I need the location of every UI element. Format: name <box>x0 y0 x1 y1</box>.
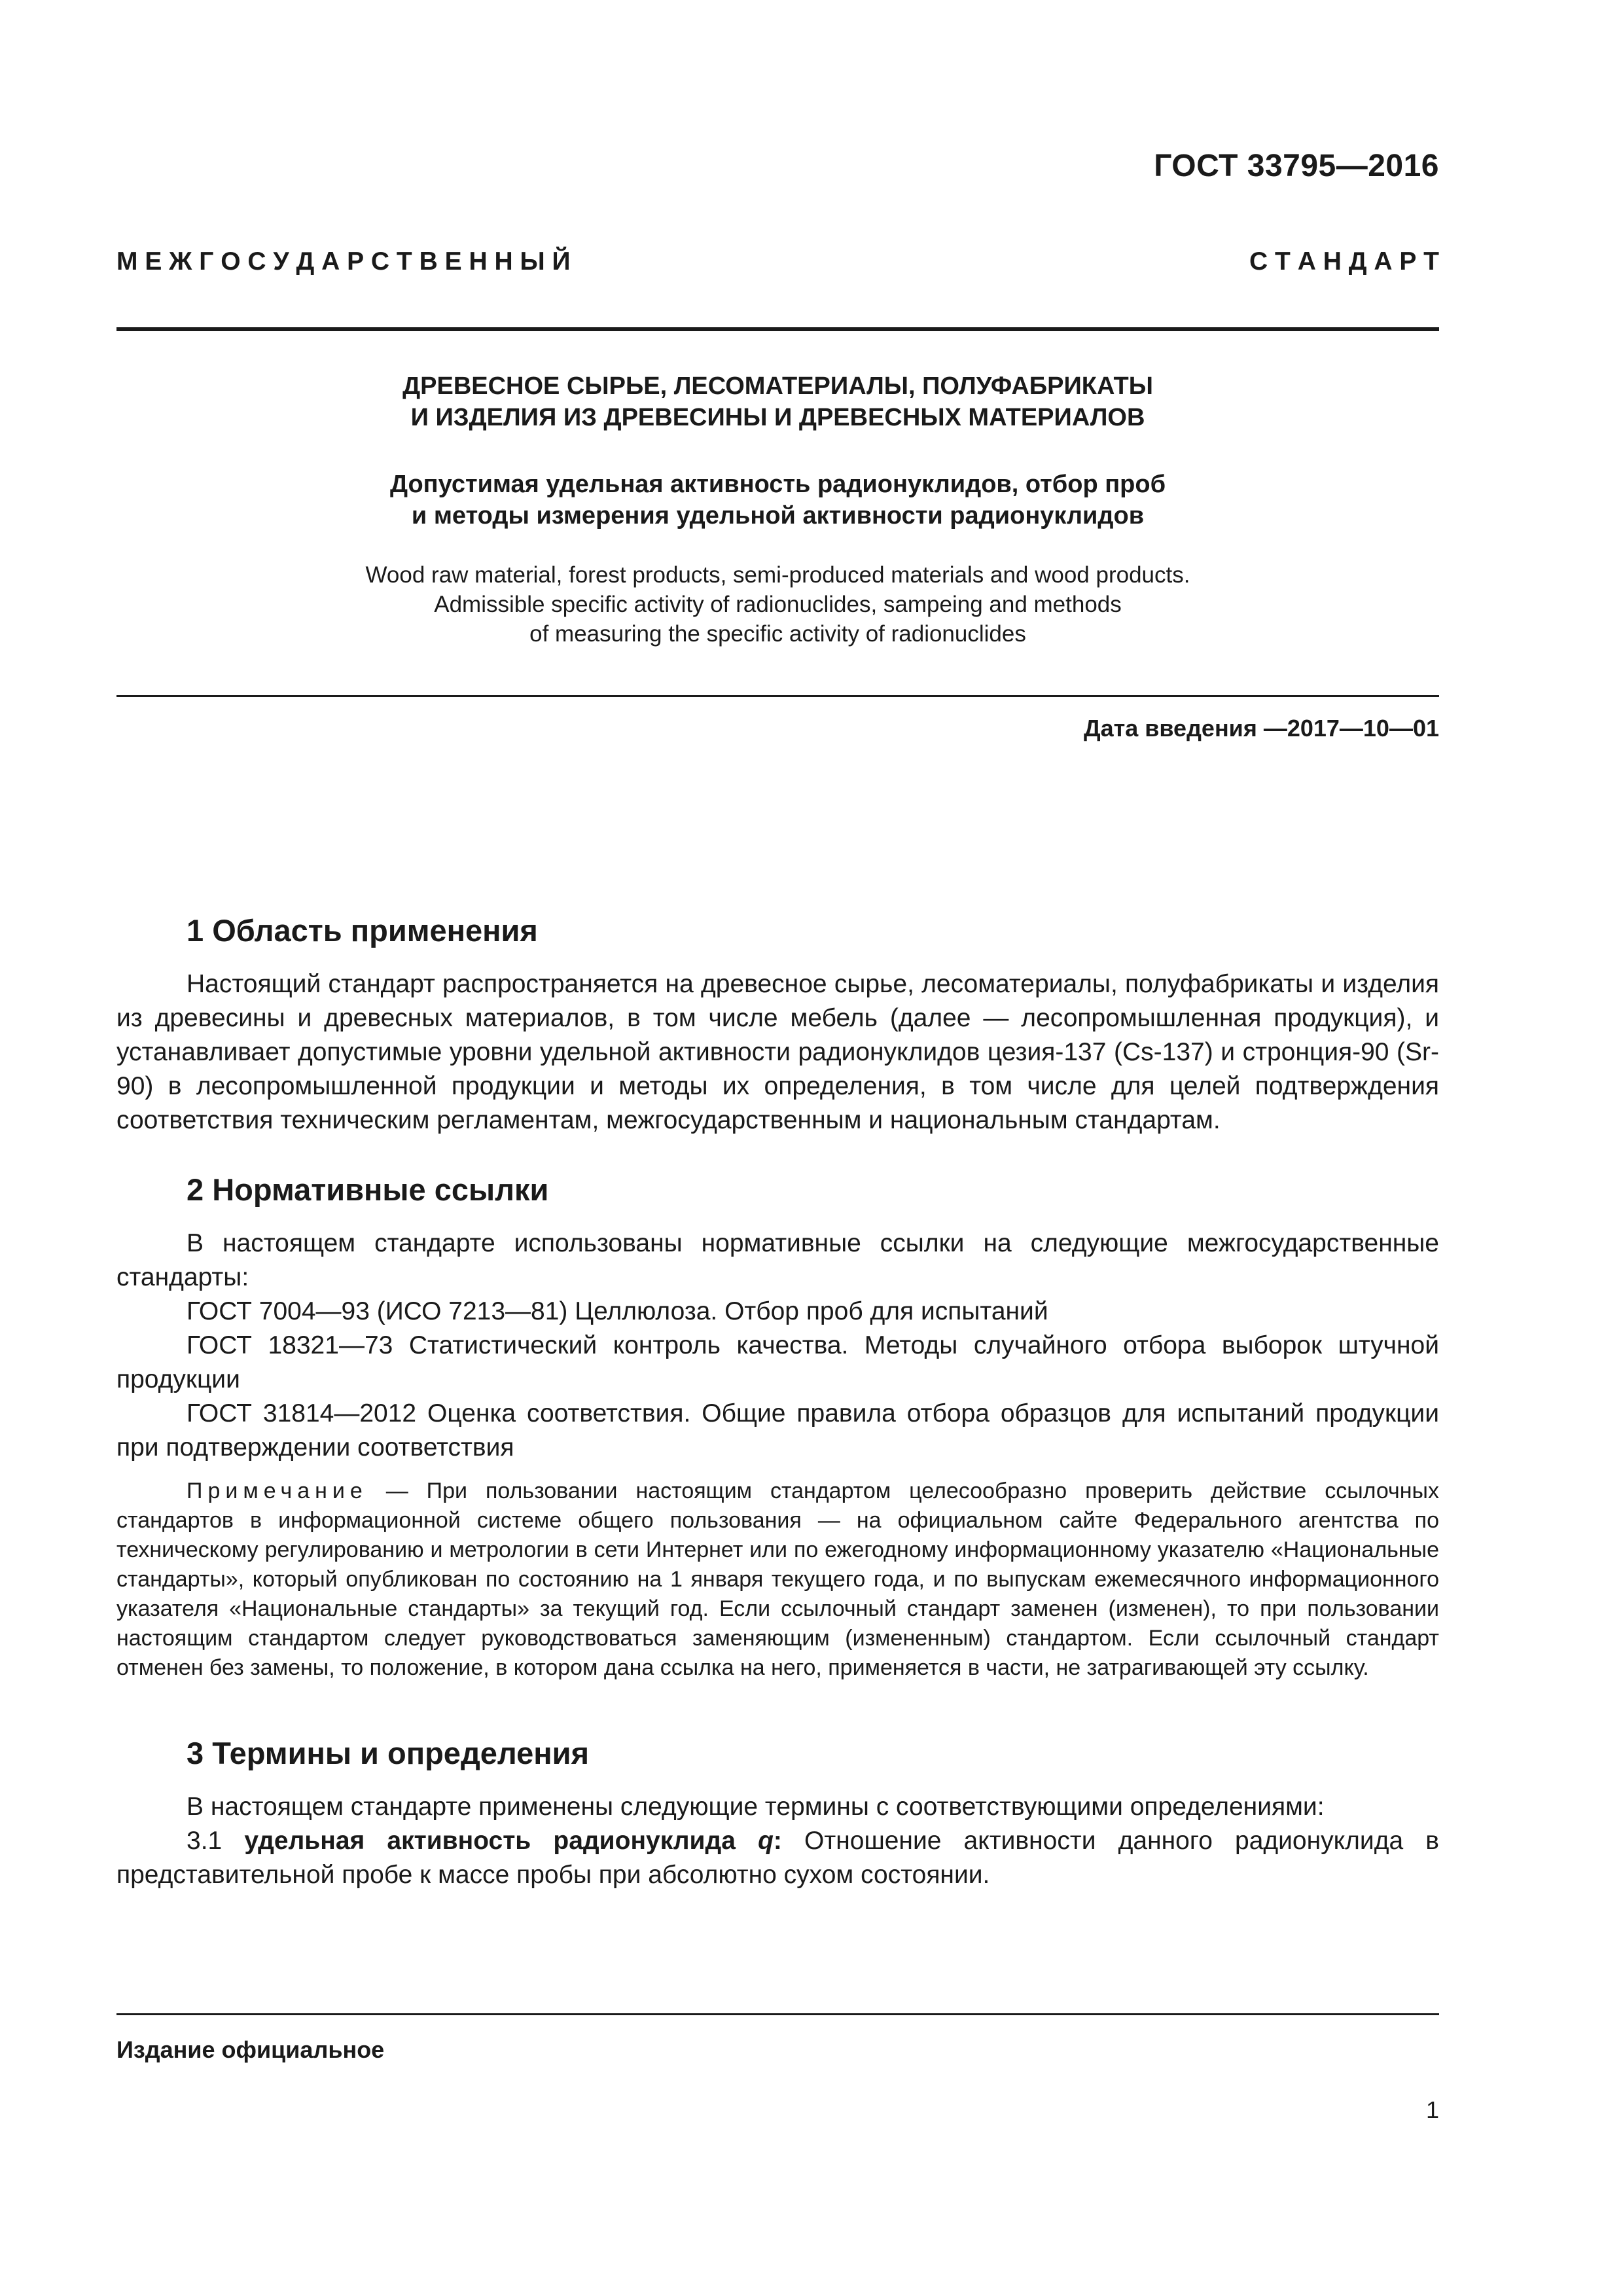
footer-rule <box>116 2013 1439 2015</box>
note-text: — При пользовании настоящим стандартом целесообразно проверить действие ссылочных стандартов в информационной системе общего пользования — на официальном сайте Федерального агентства по техническому регулированию и метрологии в сети Интернет или по ежегодному информационному указателю «Национальные стандарты», который опубликован по состоянию на 1 января текущего года, и по выпускам ежемесячного информационного указателя «Национальные стандарты» за текущий год. Если ссылочный стандарт заменен (изменен), то при пользовании настоящим стандартом следует руководствоваться заменяющим (измененным) стандартом. Если ссылочный стандарт отменен без замены, то положение, в котором дана ссылка на него, применяется в части, не затрагивающей эту ссылку. <box>116 1479 1439 1680</box>
title-block <box>116 370 1439 649</box>
term-name: удельная активность радионуклида <box>244 1827 736 1855</box>
title-english <box>116 560 1439 649</box>
title-sub-line-2: и методы измерения удельной активности радионуклидов <box>411 502 1145 529</box>
banner-word-standard: С Т А Н Д А Р Т <box>1249 247 1439 276</box>
title-subtitle <box>116 469 1439 531</box>
banner-word-interstate: М Е Ж Г О С У Д А Р С Т В Е Н Н Ы Й <box>116 247 571 276</box>
document-number: ГОСТ 33795—2016 <box>1154 149 1439 183</box>
title-main <box>116 370 1439 433</box>
term-definition-text: Отношение активности данного радионуклида в представительной пробе к массе пробы при абсолютно сухом состоянии. <box>116 1827 1439 1889</box>
term-definition-3-1 <box>116 1824 1439 1892</box>
intro-date: Дата введения —2017—10—01 <box>1083 715 1439 742</box>
page-number: 1 <box>1425 2096 1439 2123</box>
title-en-line-2: Admissible specific activity of radionuclides, sampeing and methods <box>434 592 1122 617</box>
section-3-heading: 3 Термины и определения <box>187 1736 589 1770</box>
title-en-line-1: Wood raw material, forest products, semi-produced materials and wood products. <box>365 562 1190 588</box>
section-2-intro: В настоящем стандарте использованы нормативные ссылки на следующие межгосударственные стандарты: <box>116 1229 1439 1291</box>
header-rule <box>116 327 1439 331</box>
title-sub-line-1: Допустимая удельная активность радионуклидов, отбор проб <box>389 471 1166 498</box>
title-main-line-1: ДРЕВЕСНОЕ СЫРЬЕ, ЛЕСОМАТЕРИАЛЫ, ПОЛУФАБРИКАТЫ <box>402 372 1153 400</box>
note-label: Примечание <box>187 1479 368 1503</box>
section-1-heading: 1 Область применения <box>187 913 538 948</box>
edition-label: Издание официальное <box>116 2036 385 2063</box>
section-1-text: Настоящий стандарт распространяется на древесное сырье, лесоматериалы, полуфабрикаты и изделия из древесины и древесных материалов, в том числе мебель (далее — лесопромышленная продукция), и устанавливает допустимые уровни удельной активности радионуклидов цезия-137 (Cs-137) и стронция-90 (Sr-90) в лесопромышленной продукции и методы их определения, в том числе для целей подтверждения соответствия техническим регламентам, межгосударственным и национальным стандартам. <box>116 970 1439 1134</box>
reference-item: ГОСТ 31814—2012 Оценка соответствия. Общие правила отбора образцов для испытаний продукции при подтверждении соответствия <box>116 1399 1439 1462</box>
title-main-line-2: И ИЗДЕЛИЯ ИЗ ДРЕВЕСИНЫ И ДРЕВЕСНЫХ МАТЕРИАЛОВ <box>410 404 1145 431</box>
standard-type-banner <box>116 247 1439 276</box>
term-symbol: q <box>758 1827 774 1855</box>
document-body <box>116 911 1439 1892</box>
term-colon: : <box>773 1827 782 1855</box>
term-number: 3.1 <box>187 1827 245 1855</box>
title-en-line-3: of measuring the specific activity of radionuclides <box>529 621 1026 647</box>
reference-item: ГОСТ 18321—73 Статистический контроль качества. Методы случайного отбора выборок штучной продукции <box>116 1331 1439 1393</box>
reference-item: ГОСТ 7004—93 (ИСО 7213—81) Целлюлоза. Отбор проб для испытаний <box>187 1297 1048 1325</box>
section-2-note <box>116 1477 1439 1683</box>
section-3-intro: В настоящем стандарте применены следующие термины с соответствующими определениями: <box>187 1793 1325 1821</box>
title-rule <box>116 695 1439 697</box>
section-2-heading: 2 Нормативные ссылки <box>187 1172 549 1207</box>
